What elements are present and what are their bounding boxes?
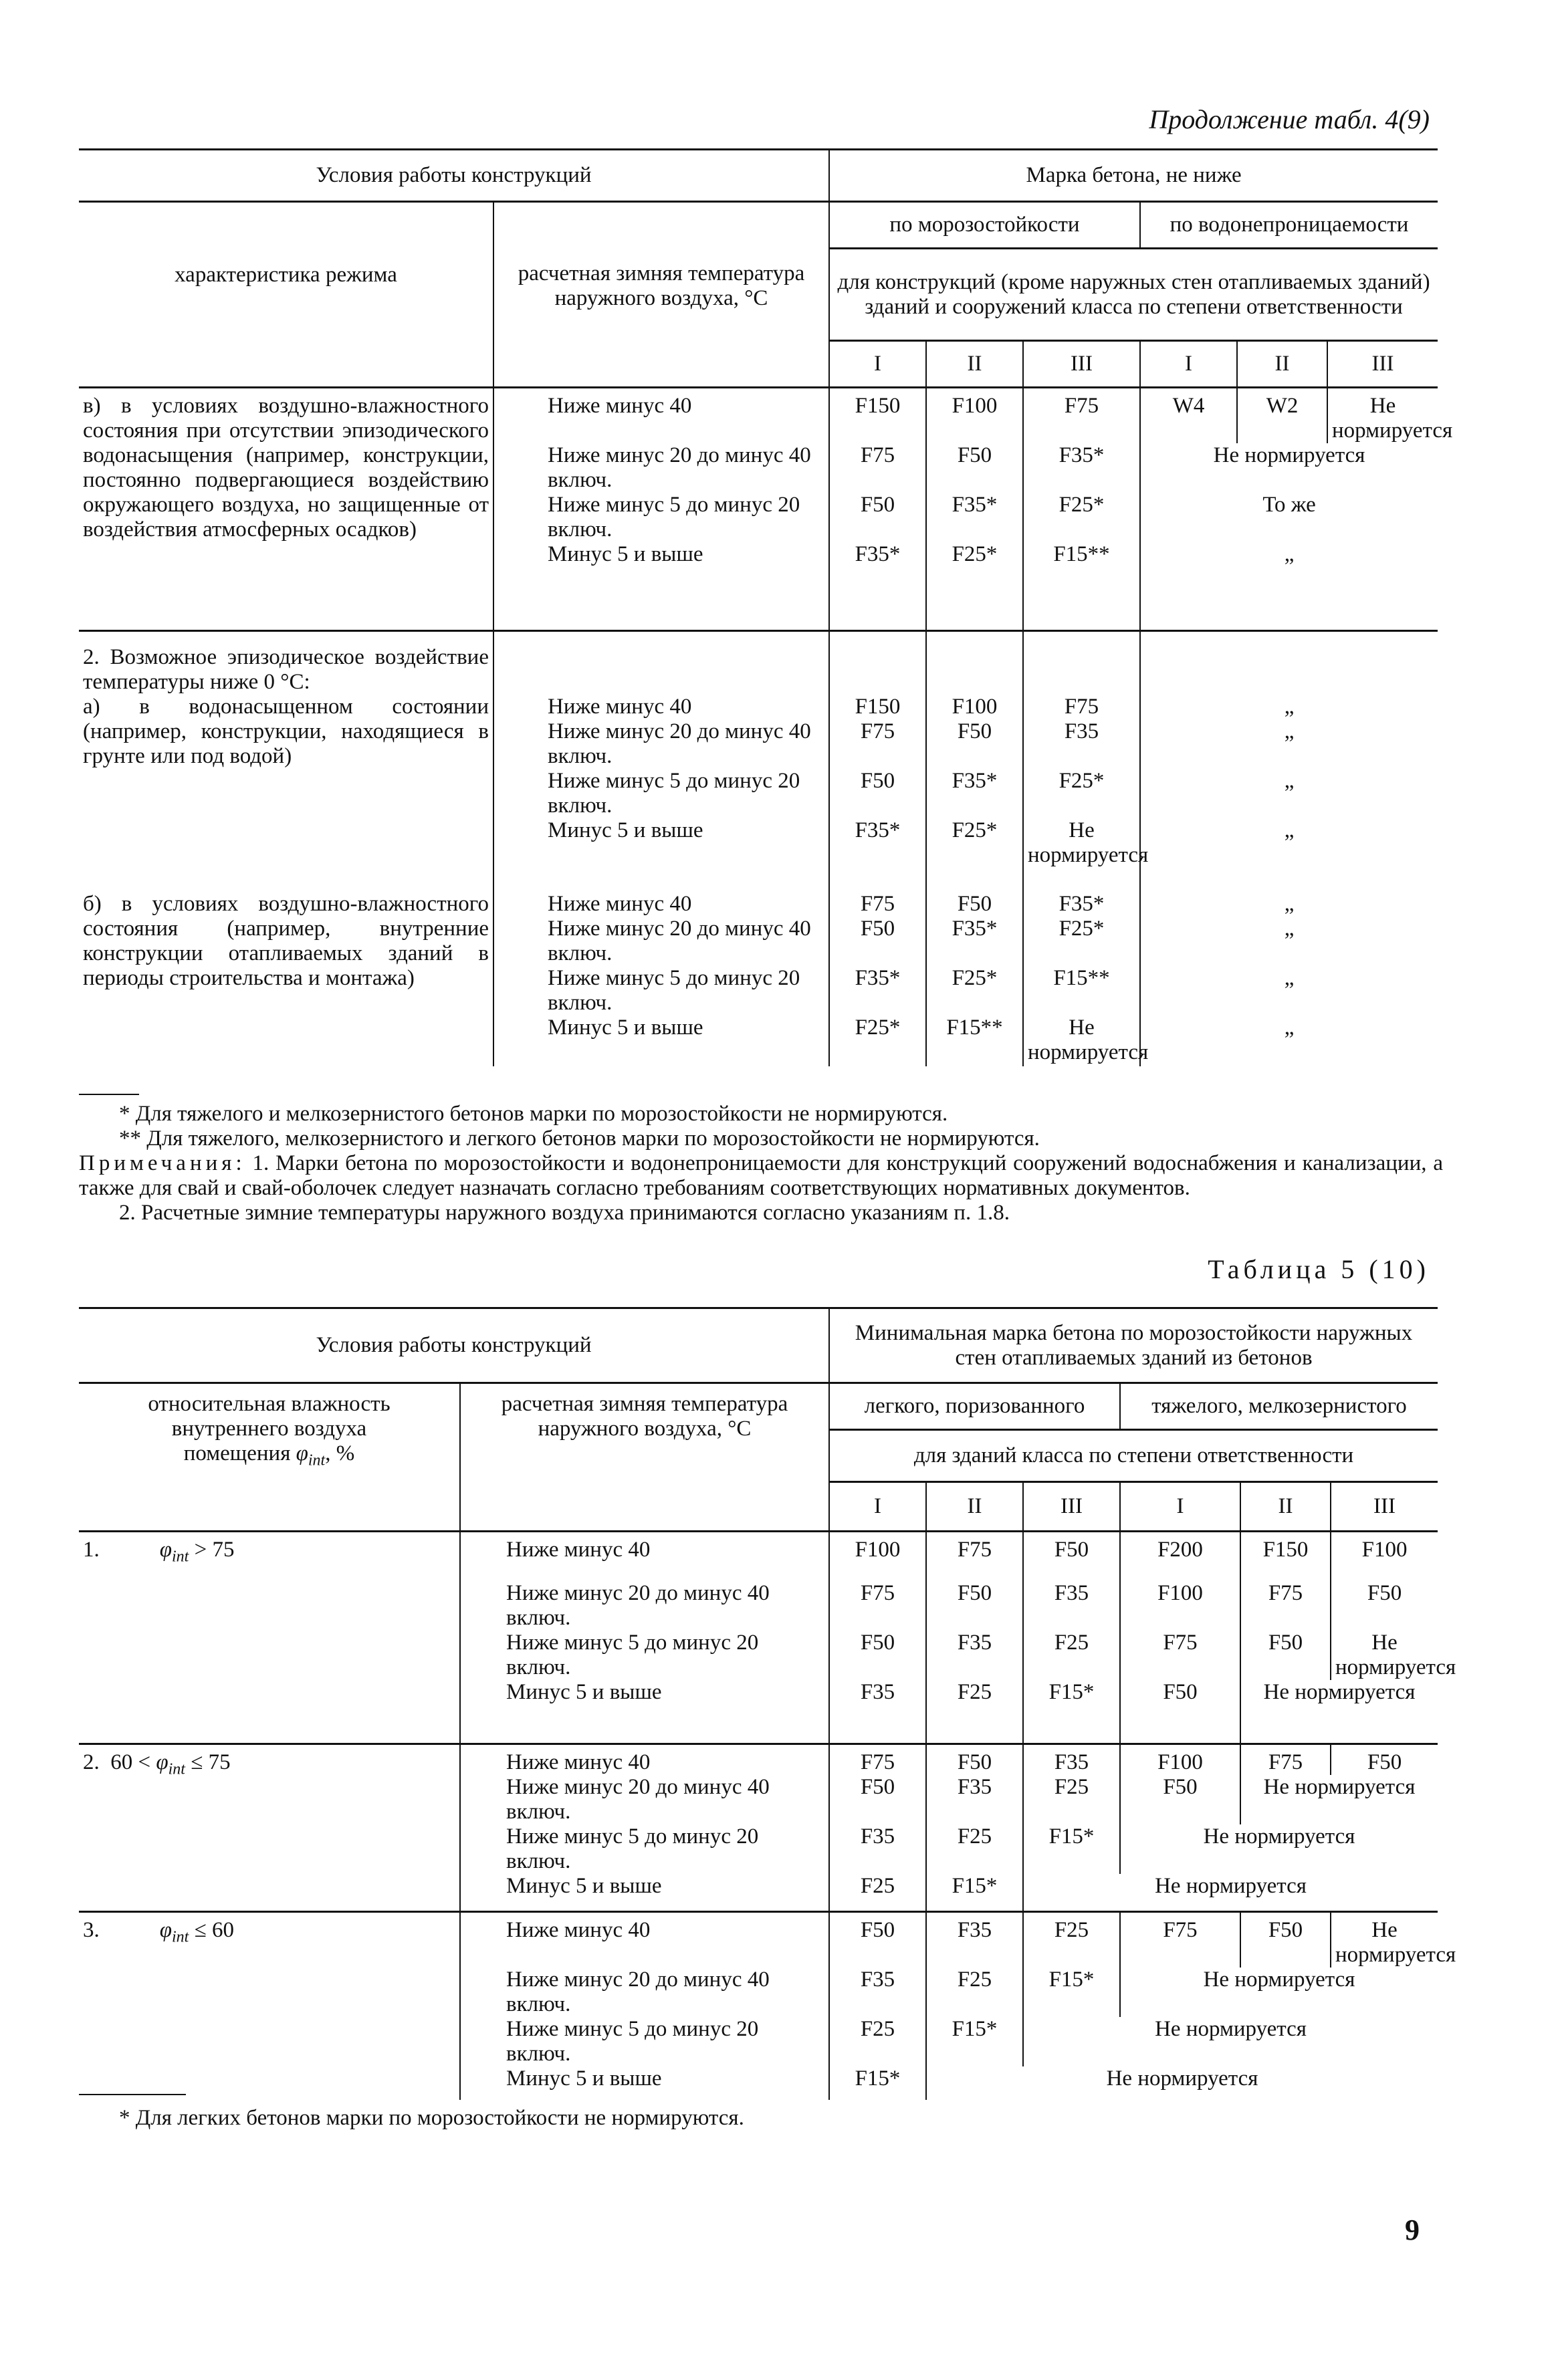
grade-cell: F25* [926, 818, 1023, 892]
grade-cell: F100 [1120, 1744, 1240, 1776]
grade-cell: F75 [829, 719, 926, 769]
class-header: II [1240, 1482, 1331, 1532]
grade-cell: F50 [1120, 1775, 1240, 1824]
temperature-cell: Ниже минус 40 [460, 1532, 829, 1581]
grade-cell: F35 [1023, 1744, 1120, 1776]
grade-cell: F50 [1120, 1680, 1240, 1744]
page-number: 9 [1405, 2214, 1420, 2246]
grade-cell: F25 [829, 2017, 926, 2066]
grade-cell: Не нормируется [1240, 1775, 1438, 1824]
grade-cell: Не нормируется [1023, 818, 1140, 892]
class-header: II [1237, 341, 1327, 388]
grade-cell: F35 [1023, 719, 1140, 769]
footnote: * Для тяжелого и мелкозернистого бетонов марки по морозостойкости не нормируются. [119, 1102, 948, 1126]
humidity-condition: 2. $60 < \varphi_{int} \le 75$ [83, 1750, 231, 1778]
grade-cell: Не нормируется [1023, 2017, 1438, 2066]
grade-cell: F50 [926, 443, 1023, 493]
grade-cell: F50 [829, 1911, 926, 1968]
grade-cell: F35 [829, 1680, 926, 1744]
grade-cell: F50 [1331, 1744, 1438, 1776]
grade-cell: Не нормируется [1327, 388, 1438, 444]
class-header: I [829, 1482, 926, 1532]
grade-cell: F35 [829, 1824, 926, 1874]
grade-cell: F25* [926, 966, 1023, 1016]
table-5-footnote: * Для легких бетонов марки по морозостойкости не нормируются. [119, 2106, 744, 2130]
class-header: I [1140, 341, 1237, 388]
header-conditions: Условия работы конструкций [316, 1333, 592, 1357]
grade-cell: F15* [829, 2066, 926, 2100]
grade-cell: W4 [1140, 388, 1237, 444]
class-header: I [829, 341, 926, 388]
grade-cell: Не нормируется [1023, 1016, 1140, 1066]
notes-label: Примечания: [79, 1151, 246, 1175]
grade-cell: F50 [926, 719, 1023, 769]
temperature-cell: Минус 5 и выше [493, 1016, 829, 1066]
header-temperature: расчетная зимняя температура наружного воздуха, °С [460, 1383, 829, 1532]
grade-cell: F15* [1023, 1680, 1120, 1744]
class-header: III [1023, 1482, 1120, 1532]
grade-cell: „ [1140, 892, 1438, 917]
header-class: для зданий класса по степени ответственности [829, 1430, 1438, 1482]
temperature-cell: Минус 5 и выше [493, 542, 829, 630]
temperature-cell: Ниже минус 40 [460, 1911, 829, 1968]
grade-cell: F75 [829, 1744, 926, 1776]
grade-cell: W2 [1237, 388, 1327, 444]
grade-cell: F75 [829, 443, 926, 493]
note-1-text: 1. Марки бетона по морозостойкости и водонепроницаемости для конструкций сооружений водоснабжения и канализации, а также для свай и свай-оболочек следует назначать согласно требованиям соответствующих нормативных документов. [79, 1151, 1444, 1200]
grade-cell: F25 [926, 1680, 1023, 1744]
grade-cell: F15* [1023, 1824, 1120, 1874]
grade-cell: F75 [1023, 388, 1140, 444]
grade-cell: F35* [926, 493, 1023, 542]
grade-cell: F50 [1023, 1532, 1120, 1581]
table-continuation-caption: Продолжение табл. 4(9) [1149, 104, 1430, 134]
grade-cell: F35* [829, 818, 926, 892]
grade-cell: F200 [1120, 1532, 1240, 1581]
grade-cell: F50 [926, 1581, 1023, 1631]
grade-cell: F150 [1240, 1532, 1331, 1581]
header-frost: по морозостойкости [829, 202, 1140, 249]
header-mode: характеристика режима [175, 263, 397, 287]
temperature-cell: Ниже минус 20 до минус 40 включ. [493, 443, 829, 493]
grade-cell: F35 [1023, 1581, 1120, 1631]
grade-cell: F25 [829, 1874, 926, 1911]
grade-cell: F100 [926, 695, 1023, 719]
grade-cell: F75 [926, 1532, 1023, 1581]
temperature-cell: Ниже минус 5 до минус 20 включ. [460, 2017, 829, 2066]
grade-cell: F75 [829, 1581, 926, 1631]
grade-cell: F25 [1023, 1631, 1120, 1680]
grade-cell: F75 [1023, 695, 1140, 719]
class-header: III [1023, 341, 1140, 388]
grade-cell: F50 [829, 769, 926, 818]
row-number: 2. [83, 1750, 100, 1774]
temperature-cell: Ниже минус 5 до минус 20 включ. [493, 966, 829, 1016]
footnote-rule [79, 1094, 139, 1095]
grade-cell: F50 [829, 1631, 926, 1680]
grade-cell: Не нормируется [926, 2066, 1438, 2100]
grade-cell: F100 [829, 1532, 926, 1581]
grade-cell: F15** [1023, 966, 1140, 1016]
temperature-cell: Ниже минус 5 до минус 20 включ. [460, 1824, 829, 1874]
grade-cell: То же [1140, 493, 1438, 542]
grade-cell: F35 [829, 1968, 926, 2017]
grade-cell: F25 [1023, 1911, 1120, 1968]
grade-cell: F25* [1023, 917, 1140, 966]
grade-cell: „ [1140, 769, 1438, 818]
grade-cell: F35 [926, 1775, 1023, 1824]
condition-description: а) в водонасыщенном состоянии (например, конструкции, находящиеся в грунте или под водой) [83, 694, 489, 768]
grade-cell: F100 [1331, 1532, 1438, 1581]
temperature-cell: Ниже минус 20 до минус 40 включ. [460, 1775, 829, 1824]
note-1 [79, 1151, 1443, 1201]
temperature-cell: Ниже минус 20 до минус 40 включ. [460, 1968, 829, 2017]
header-conditions: Условия работы конструкций [79, 150, 829, 202]
table-5 [79, 1307, 1456, 2100]
grade-cell: „ [1140, 966, 1438, 1016]
temperature-cell: Ниже минус 40 [493, 892, 829, 917]
grade-cell: F75 [1240, 1581, 1331, 1631]
grade-cell: F100 [926, 388, 1023, 444]
temperature-cell: Минус 5 и выше [460, 2066, 829, 2100]
grade-cell: F35* [1023, 892, 1140, 917]
condition-description: б) в условиях воздушно-влажностного состояния (например, внутренние конструкции отапливаемых зданий в периоды строительства и монтажа) [83, 891, 489, 990]
grade-cell: Не нормируется [1120, 1968, 1438, 2017]
grade-cell: F15* [1023, 1968, 1120, 2017]
grade-cell: „ [1140, 719, 1438, 769]
grade-cell: F25* [1023, 769, 1140, 818]
grade-cell: F25* [926, 542, 1023, 630]
grade-cell: F35 [926, 1631, 1023, 1680]
grade-cell: Не нормируется [1120, 1824, 1438, 1874]
table-4-continuation [79, 148, 1453, 1066]
table-5-caption: Таблица 5 (10) [1208, 1254, 1430, 1284]
grade-cell: F150 [829, 388, 926, 444]
row-number: 1. [83, 1538, 100, 1562]
grade-cell: F75 [1120, 1631, 1240, 1680]
grade-cell: F35* [829, 966, 926, 1016]
temperature-cell: Ниже минус 40 [493, 388, 829, 444]
class-header: III [1327, 341, 1438, 388]
grade-cell: Не нормируется [1023, 1874, 1438, 1911]
grade-cell: F25* [1023, 493, 1140, 542]
temperature-cell: Ниже минус 5 до минус 20 включ. [493, 493, 829, 542]
temperature-cell: Минус 5 и выше [460, 1680, 829, 1744]
header-for-structures: для конструкций (кроме наружных стен отапливаемых зданий) зданий и сооружений класса по степени ответственности [829, 249, 1438, 341]
grade-cell: „ [1140, 695, 1438, 719]
class-header: II [926, 341, 1023, 388]
group-title: 2. Возможное эпизодическое воздействие температуры ниже 0 °С: [83, 644, 489, 694]
grade-cell: F50 [926, 1744, 1023, 1776]
grade-cell: F35* [829, 542, 926, 630]
grade-cell: F25 [926, 1968, 1023, 2017]
grade-cell: F50 [926, 892, 1023, 917]
note-2: 2. Расчетные зимние температуры наружного воздуха принимаются согласно указаниям п. 1.8. [119, 1201, 1010, 1225]
temperature-cell: Ниже минус 20 до минус 40 включ. [493, 719, 829, 769]
grade-cell: „ [1140, 917, 1438, 966]
grade-cell: F15** [1023, 542, 1140, 630]
grade-cell: F15* [926, 2017, 1023, 2066]
grade-cell: F25 [1023, 1775, 1120, 1824]
header-light-concrete: легкого, поризованного [829, 1383, 1120, 1430]
class-header: II [926, 1482, 1023, 1532]
row-number: 3. [83, 1917, 100, 1942]
table-4-notes [79, 1102, 1443, 1225]
header-humidity: относительная влажность внутреннего воздуха помещения $\varphi_{int}$, % [148, 1392, 391, 1469]
grade-cell: Не нормируется [1331, 1911, 1438, 1968]
grade-cell: F75 [1240, 1744, 1331, 1776]
humidity-condition: 3. $\varphi_{int} \le 60$ [83, 1917, 234, 1946]
header-water: по водонепроницаемости [1140, 202, 1438, 249]
temperature-cell: Ниже минус 20 до минус 40 включ. [493, 917, 829, 966]
grade-cell: F50 [829, 917, 926, 966]
grade-cell: F15* [926, 1874, 1023, 1911]
grade-cell: F75 [829, 892, 926, 917]
grade-cell: F50 [1240, 1911, 1331, 1968]
grade-cell: F35* [926, 917, 1023, 966]
grade-cell: F35* [926, 769, 1023, 818]
grade-cell: F35* [1023, 443, 1140, 493]
humidity-condition: 1. $\varphi_{int} > 75$ [83, 1538, 235, 1566]
temperature-cell: Ниже минус 20 до минус 40 включ. [460, 1581, 829, 1631]
grade-cell: F150 [829, 695, 926, 719]
temperature-cell: Ниже минус 5 до минус 20 включ. [460, 1631, 829, 1680]
grade-cell: Не нормируется [1331, 1631, 1438, 1680]
grade-cell: F50 [1331, 1581, 1438, 1631]
footnote-rule [79, 2094, 186, 2095]
grade-cell: F50 [1240, 1631, 1331, 1680]
footnote: ** Для тяжелого, мелкозернистого и легкого бетонов марки по морозостойкости не нормируются. [119, 1126, 1040, 1151]
grade-cell: F50 [829, 493, 926, 542]
header-min-grade: Минимальная марка бетона по морозостойкости наружных стен отапливаемых зданий из бетонов [829, 1308, 1438, 1383]
temperature-cell: Минус 5 и выше [493, 818, 829, 892]
grade-cell: Не нормируется [1140, 443, 1438, 493]
class-header: I [1120, 1482, 1240, 1532]
header-temperature: расчетная зимняя температура наружного воздуха, °С [493, 202, 829, 388]
grade-cell: „ [1140, 1016, 1438, 1066]
grade-cell: F50 [829, 1775, 926, 1824]
class-header: III [1331, 1482, 1438, 1532]
temperature-cell: Ниже минус 40 [493, 695, 829, 719]
grade-cell: F15** [926, 1016, 1023, 1066]
temperature-cell: Ниже минус 5 до минус 20 включ. [493, 769, 829, 818]
grade-cell: F35 [926, 1911, 1023, 1968]
grade-cell: F25* [829, 1016, 926, 1066]
grade-cell: „ [1140, 818, 1438, 892]
header-heavy-concrete: тяжелого, мелкозернистого [1120, 1383, 1438, 1430]
header-grade: Марка бетона, не ниже [829, 150, 1438, 202]
grade-cell: Не нормируется [1240, 1680, 1438, 1744]
grade-cell: F75 [1120, 1911, 1240, 1968]
grade-cell: „ [1140, 542, 1438, 630]
temperature-cell: Ниже минус 40 [460, 1744, 829, 1776]
condition-description: в) в условиях воздушно-влажностного состояния при отсутствии эпизодического водонасыщения (например, конструкции, постоянно подвергающиеся воздействию окружающего воздуха, но защищенные от воздействия атмосферных осадков) [83, 394, 489, 542]
grade-cell: F25 [926, 1824, 1023, 1874]
grade-cell: F100 [1120, 1581, 1240, 1631]
temperature-cell: Минус 5 и выше [460, 1874, 829, 1911]
